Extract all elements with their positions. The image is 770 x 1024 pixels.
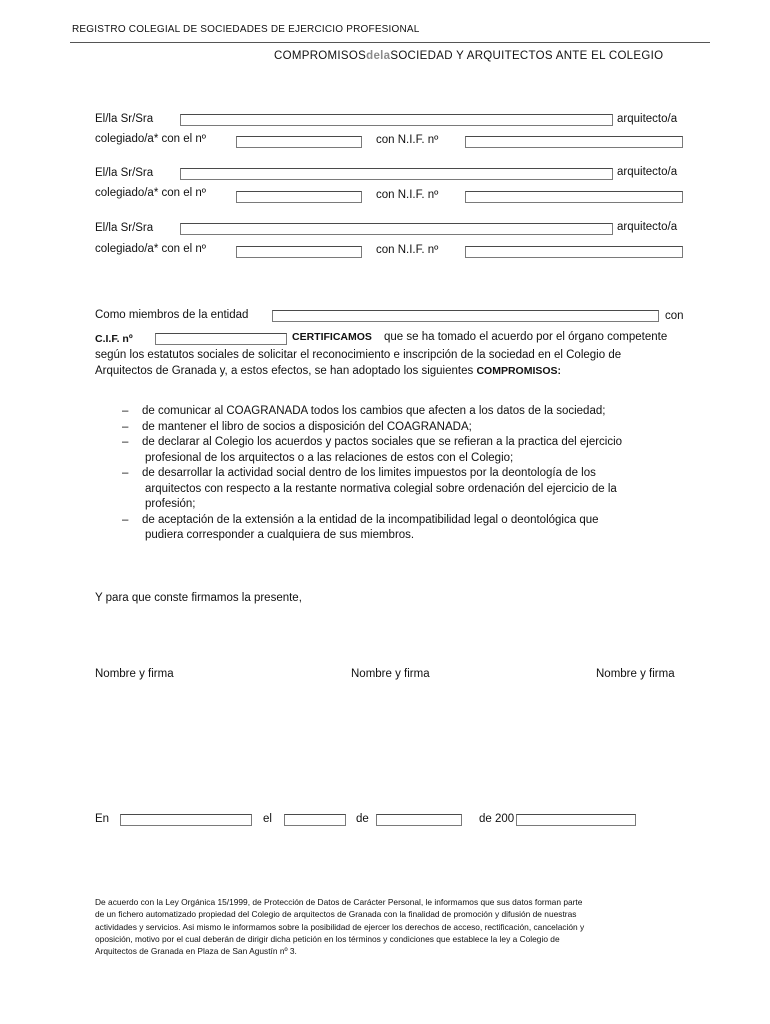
title-part2: SOCIEDAD Y ARQUITECTOS ANTE EL COLEGIO xyxy=(390,50,664,62)
commitment-text: profesional de los arquitectos o a las relaciones de estos con el Colegio; xyxy=(145,451,514,464)
architect-1-colegiado-label: colegiado/a* con el nº xyxy=(95,133,206,145)
architect-1-role-label: arquitecto/a xyxy=(617,113,678,125)
commitment-text: de desarrollar la actividad social dentro de los limites impuestos por la deontología de los xyxy=(142,467,596,479)
certification-line-3 xyxy=(95,363,561,379)
architect-1-name-field[interactable] xyxy=(180,114,613,126)
date-en-label: En xyxy=(95,813,110,825)
architect-2-name-field[interactable] xyxy=(180,168,613,180)
date-de-label: de xyxy=(356,813,369,825)
dash-icon: – xyxy=(122,405,129,417)
architect-2-colegiado-label: colegiado/a* con el nº xyxy=(95,187,206,199)
architect-1-colegiado-field[interactable] xyxy=(236,136,362,148)
architect-3-nif-field[interactable] xyxy=(465,246,683,258)
signature-label-2: Nombre y firma xyxy=(351,668,430,680)
commitment-text: de aceptación de la extensión a la entidad de la incompatibilidad legal o deontológica que xyxy=(142,513,599,526)
commitment-text: de mantener el libro de socios a disposición del COAGRANADA; xyxy=(142,420,472,433)
dash-icon: – xyxy=(122,420,129,433)
architect-1-nif-label: con N.I.F. nº xyxy=(376,134,439,146)
closing-text: Y para que conste firmamos la presente, xyxy=(95,592,302,604)
commitment-text: de comunicar al COAGRANADA todos los cambios que afecten a los datos de la sociedad; xyxy=(142,405,606,417)
architect-2-sr-label: El/la Sr/Sra xyxy=(95,167,154,179)
date-place-field[interactable] xyxy=(120,814,252,826)
title-part1: COMPROMISOS xyxy=(274,50,367,62)
footer-line: de un fichero automatizado propiedad del Colegio de arquitectos de Granada con la finalidad de promoción y difusión de nuestras xyxy=(95,909,577,920)
footer-line: Arquitectos de Granada en Plaza de San Agustín nº 3. xyxy=(95,946,297,957)
commitment-item xyxy=(120,466,700,513)
commitment-text: pudiera corresponder a cualquiera de sus miembros. xyxy=(145,529,415,541)
certification-line-3-text: Arquitectos de Granada y, a estos efectos, se han adoptado los siguientes xyxy=(95,365,474,377)
dash-icon: – xyxy=(122,436,129,448)
architect-3-sr-label: El/la Sr/Sra xyxy=(95,222,154,234)
entity-con-label: con xyxy=(665,310,684,322)
architect-2-colegiado-field[interactable] xyxy=(236,191,362,203)
signature-label-1: Nombre y firma xyxy=(95,668,174,680)
commitments-list xyxy=(120,404,700,544)
commitment-text: arquitectos con respecto a la restante normativa colegial sobre ordenación del ejercicio de la xyxy=(145,482,617,495)
architect-3-colegiado-field[interactable] xyxy=(236,246,362,258)
entity-name-field[interactable] xyxy=(272,310,659,322)
architect-2-nif-field[interactable] xyxy=(465,191,683,203)
date-year-field[interactable] xyxy=(516,814,636,826)
architect-1-sr-label: El/la Sr/Sra xyxy=(95,113,154,125)
date-day-field[interactable] xyxy=(284,814,346,826)
header-rule xyxy=(70,42,710,43)
commitment-item xyxy=(120,404,700,420)
architect-3-role-label: arquitecto/a xyxy=(617,221,678,233)
compromisos-label: COMPROMISOS: xyxy=(476,365,562,377)
dash-icon: – xyxy=(122,467,129,479)
title-highlight: dela xyxy=(366,50,391,62)
footer-line: De acuerdo con la Ley Orgánica 15/1999, de Protección de Datos de Carácter Personal, le informamos que sus datos forman parte xyxy=(95,897,583,907)
commitment-item xyxy=(120,435,700,466)
privacy-footer xyxy=(95,896,584,957)
architect-3-nif-label: con N.I.F. nº xyxy=(376,244,439,256)
cif-field[interactable] xyxy=(155,333,287,345)
footer-line: oposición, motivo por el cual deberán de dirigir dicha petición en los términos y condiciones que establece la ley a Colegio de xyxy=(95,933,560,944)
certificamos-text: que se ha tomado el acuerdo por el órgano competente xyxy=(384,331,668,343)
dash-icon: – xyxy=(122,513,129,526)
architect-3-colegiado-label: colegiado/a* con el nº xyxy=(95,243,206,255)
commitment-text: de declarar al Colegio los acuerdos y pactos sociales que se refieran a la practica del ejercicio xyxy=(142,436,623,448)
architect-2-nif-label: con N.I.F. nº xyxy=(376,189,439,201)
commitment-item xyxy=(120,420,700,436)
commitment-text: profesión; xyxy=(145,498,196,510)
certificamos-label: CERTIFICAMOS xyxy=(292,331,372,343)
signature-label-3: Nombre y firma xyxy=(596,668,675,680)
certification-line-2: según los estatutos sociales de solicitar el reconocimiento e inscripción de la sociedad en el Colegio de xyxy=(95,349,622,361)
date-el-label: el xyxy=(263,813,272,825)
commitment-item xyxy=(120,513,700,544)
architect-2-role-label: arquitecto/a xyxy=(617,166,678,178)
architect-1-nif-field[interactable] xyxy=(465,136,683,148)
footer-line: actividades y servicios. Asi mismo le informamos sobre la posibilidad de ejercer los derechos de acceso, rectificación, cancelación y xyxy=(95,921,585,932)
date-month-field[interactable] xyxy=(376,814,462,826)
entity-members-label: Como miembros de la entidad xyxy=(95,309,249,321)
cif-label: C.I.F. nº xyxy=(95,333,133,345)
registry-header: REGISTRO COLEGIAL DE SOCIEDADES DE EJERCICIO PROFESIONAL xyxy=(72,24,420,35)
architect-3-name-field[interactable] xyxy=(180,223,613,235)
date-year-label: de 200 xyxy=(479,813,515,825)
page-title xyxy=(274,50,663,62)
